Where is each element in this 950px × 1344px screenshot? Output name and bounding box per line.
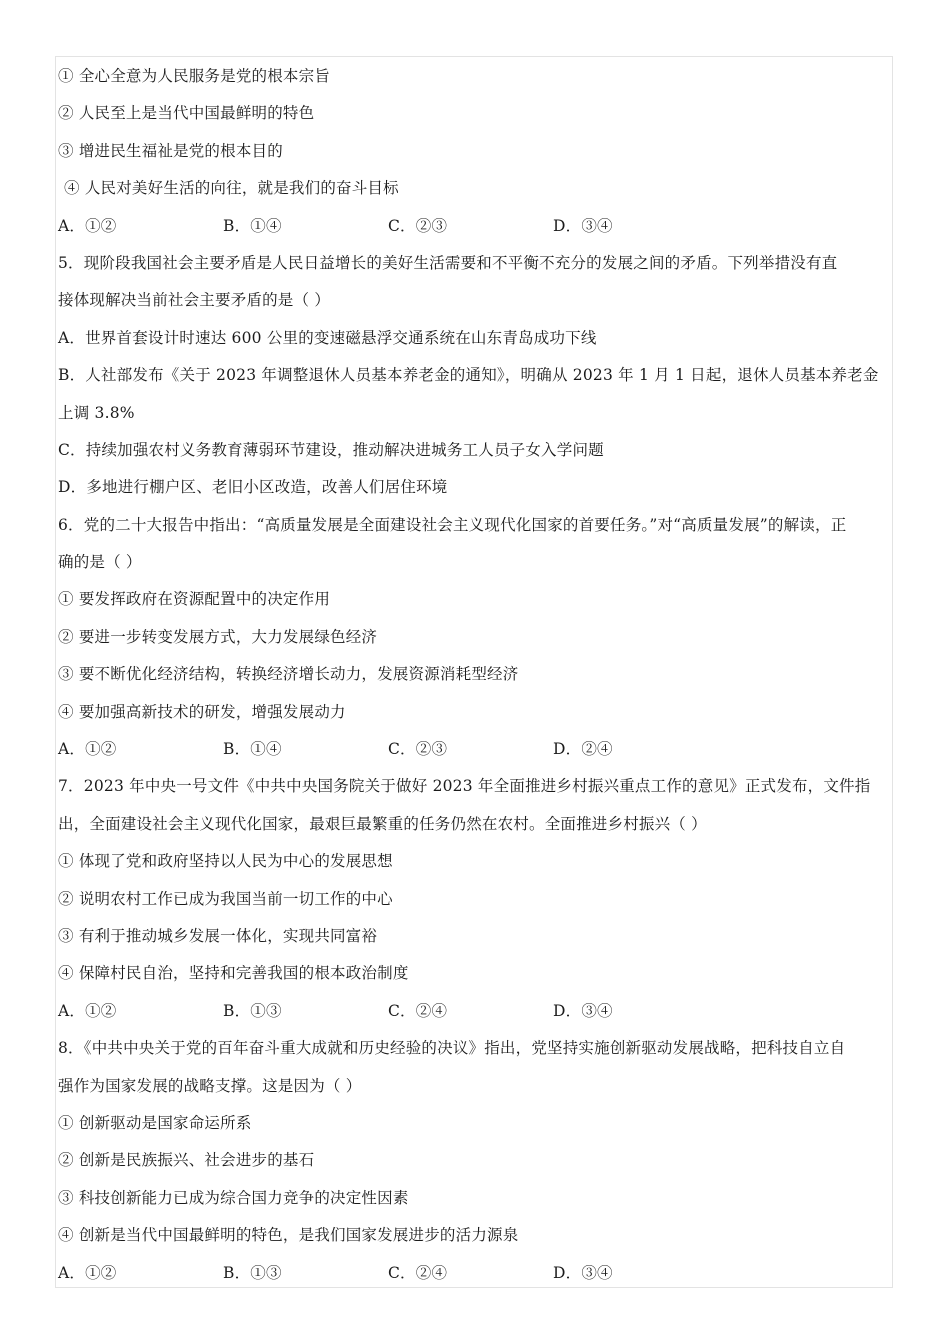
answer-option: A．①② bbox=[58, 1263, 117, 1282]
text-line: ② 创新是民族振兴、社会进步的基石 bbox=[58, 1151, 315, 1170]
text-line: ② 说明农村工作已成为我国当前一切工作的中心 bbox=[58, 889, 393, 908]
text-line: 8．《中共中央关于党的百年奋斗重大成就和历史经验的决议》指出，党坚持实施创新驱动发展战略，把科技自立自 bbox=[58, 1039, 846, 1058]
text-line: 6．党的二十大报告中指出：“高质量发展是全面建设社会主义现代化国家的首要任务。”对“高质量发展”的解读，正 bbox=[58, 515, 847, 534]
answer-option: D．③④ bbox=[553, 1263, 613, 1282]
answer-option: D．③④ bbox=[553, 1001, 613, 1020]
text-line: A．世界首套设计时速达 600 公里的变速磁悬浮交通系统在山东青岛成功下线 bbox=[58, 328, 597, 347]
text-line: B．人社部发布《关于 2023 年调整退休人员基本养老金的通知》，明确从 2023 年 1 月 1 日起，退休人员基本养老金 bbox=[58, 366, 879, 385]
answer-options-row bbox=[58, 731, 892, 768]
text-line: ④ 保障村民自治，坚持和完善我国的根本政治制度 bbox=[58, 964, 409, 983]
answer-option: C．②④ bbox=[388, 1263, 448, 1282]
answer-options-row bbox=[58, 208, 892, 245]
answer-options-row bbox=[58, 993, 892, 1030]
text-line: ① 体现了党和政府坚持以人民为中心的发展思想 bbox=[58, 852, 393, 871]
text-line: D．多地进行棚户区、老旧小区改造，改善人们居住环境 bbox=[58, 478, 448, 497]
text-line: ③ 有利于推动城乡发展一体化，实现共同富裕 bbox=[58, 926, 378, 945]
text-line: ④ 人民对美好生活的向往，就是我们的奋斗目标 bbox=[64, 179, 399, 198]
text-line: ③ 增进民生福祉是党的根本目的 bbox=[58, 141, 283, 160]
text-line: 确的是（ ） bbox=[58, 553, 142, 572]
answer-option: C．②④ bbox=[388, 1001, 448, 1020]
answer-option: B．①③ bbox=[223, 1263, 282, 1282]
text-line: C．持续加强农村义务教育薄弱环节建设，推动解决进城务工人员子女入学问题 bbox=[58, 440, 604, 459]
answer-option: A．①② bbox=[58, 740, 117, 759]
text-line: ② 人民至上是当代中国最鲜明的特色 bbox=[58, 104, 315, 123]
text-line: 上调 3.8% bbox=[58, 403, 135, 422]
answer-option: A．①② bbox=[58, 216, 117, 235]
answer-option: D．②④ bbox=[553, 740, 613, 759]
text-line: 强作为国家发展的战略支撑。这是因为（ ） bbox=[58, 1076, 362, 1095]
text-line: ① 要发挥政府在资源配置中的决定作用 bbox=[58, 590, 331, 609]
text-line: 接体现解决当前社会主要矛盾的是（ ） bbox=[58, 291, 331, 310]
text-line: ② 要进一步转变发展方式，大力发展绿色经济 bbox=[58, 627, 378, 646]
answer-option: C．②③ bbox=[388, 216, 448, 235]
text-line: 5．现阶段我国社会主要矛盾是人民日益增长的美好生活需要和不平衡不充分的发展之间的矛盾。下列举措没有直 bbox=[58, 253, 838, 272]
answer-option: C．②③ bbox=[388, 740, 448, 759]
answer-option: A．①② bbox=[58, 1001, 117, 1020]
text-line: ① 创新驱动是国家命运所系 bbox=[58, 1113, 252, 1132]
text-line: ④ 要加强高新技术的研发，增强发展动力 bbox=[58, 702, 346, 721]
answer-option: B．①④ bbox=[223, 216, 282, 235]
answer-option: B．①③ bbox=[223, 1001, 282, 1020]
document-body bbox=[58, 58, 892, 1292]
text-line: ① 全心全意为人民服务是党的根本宗旨 bbox=[58, 67, 331, 85]
text-line: 出，全面建设社会主义现代化国家，最艰巨最繁重的任务仍然在农村。全面推进乡村振兴（ ） bbox=[58, 814, 707, 833]
text-line: 7．2023 年中央一号文件《中共中央国务院关于做好 2023 年全面推进乡村振兴重点工作的意见》正式发布，文件指 bbox=[58, 777, 871, 796]
answer-options-row bbox=[58, 1255, 892, 1292]
answer-option: B．①④ bbox=[223, 740, 282, 759]
text-line: ③ 要不断优化经济结构，转换经济增长动力，发展资源消耗型经济 bbox=[58, 665, 519, 684]
answer-option: D．③④ bbox=[553, 216, 613, 235]
text-line: ③ 科技创新能力已成为综合国力竞争的决定性因素 bbox=[58, 1188, 409, 1207]
text-line: ④ 创新是当代中国最鲜明的特色，是我们国家发展进步的活力源泉 bbox=[58, 1226, 519, 1245]
